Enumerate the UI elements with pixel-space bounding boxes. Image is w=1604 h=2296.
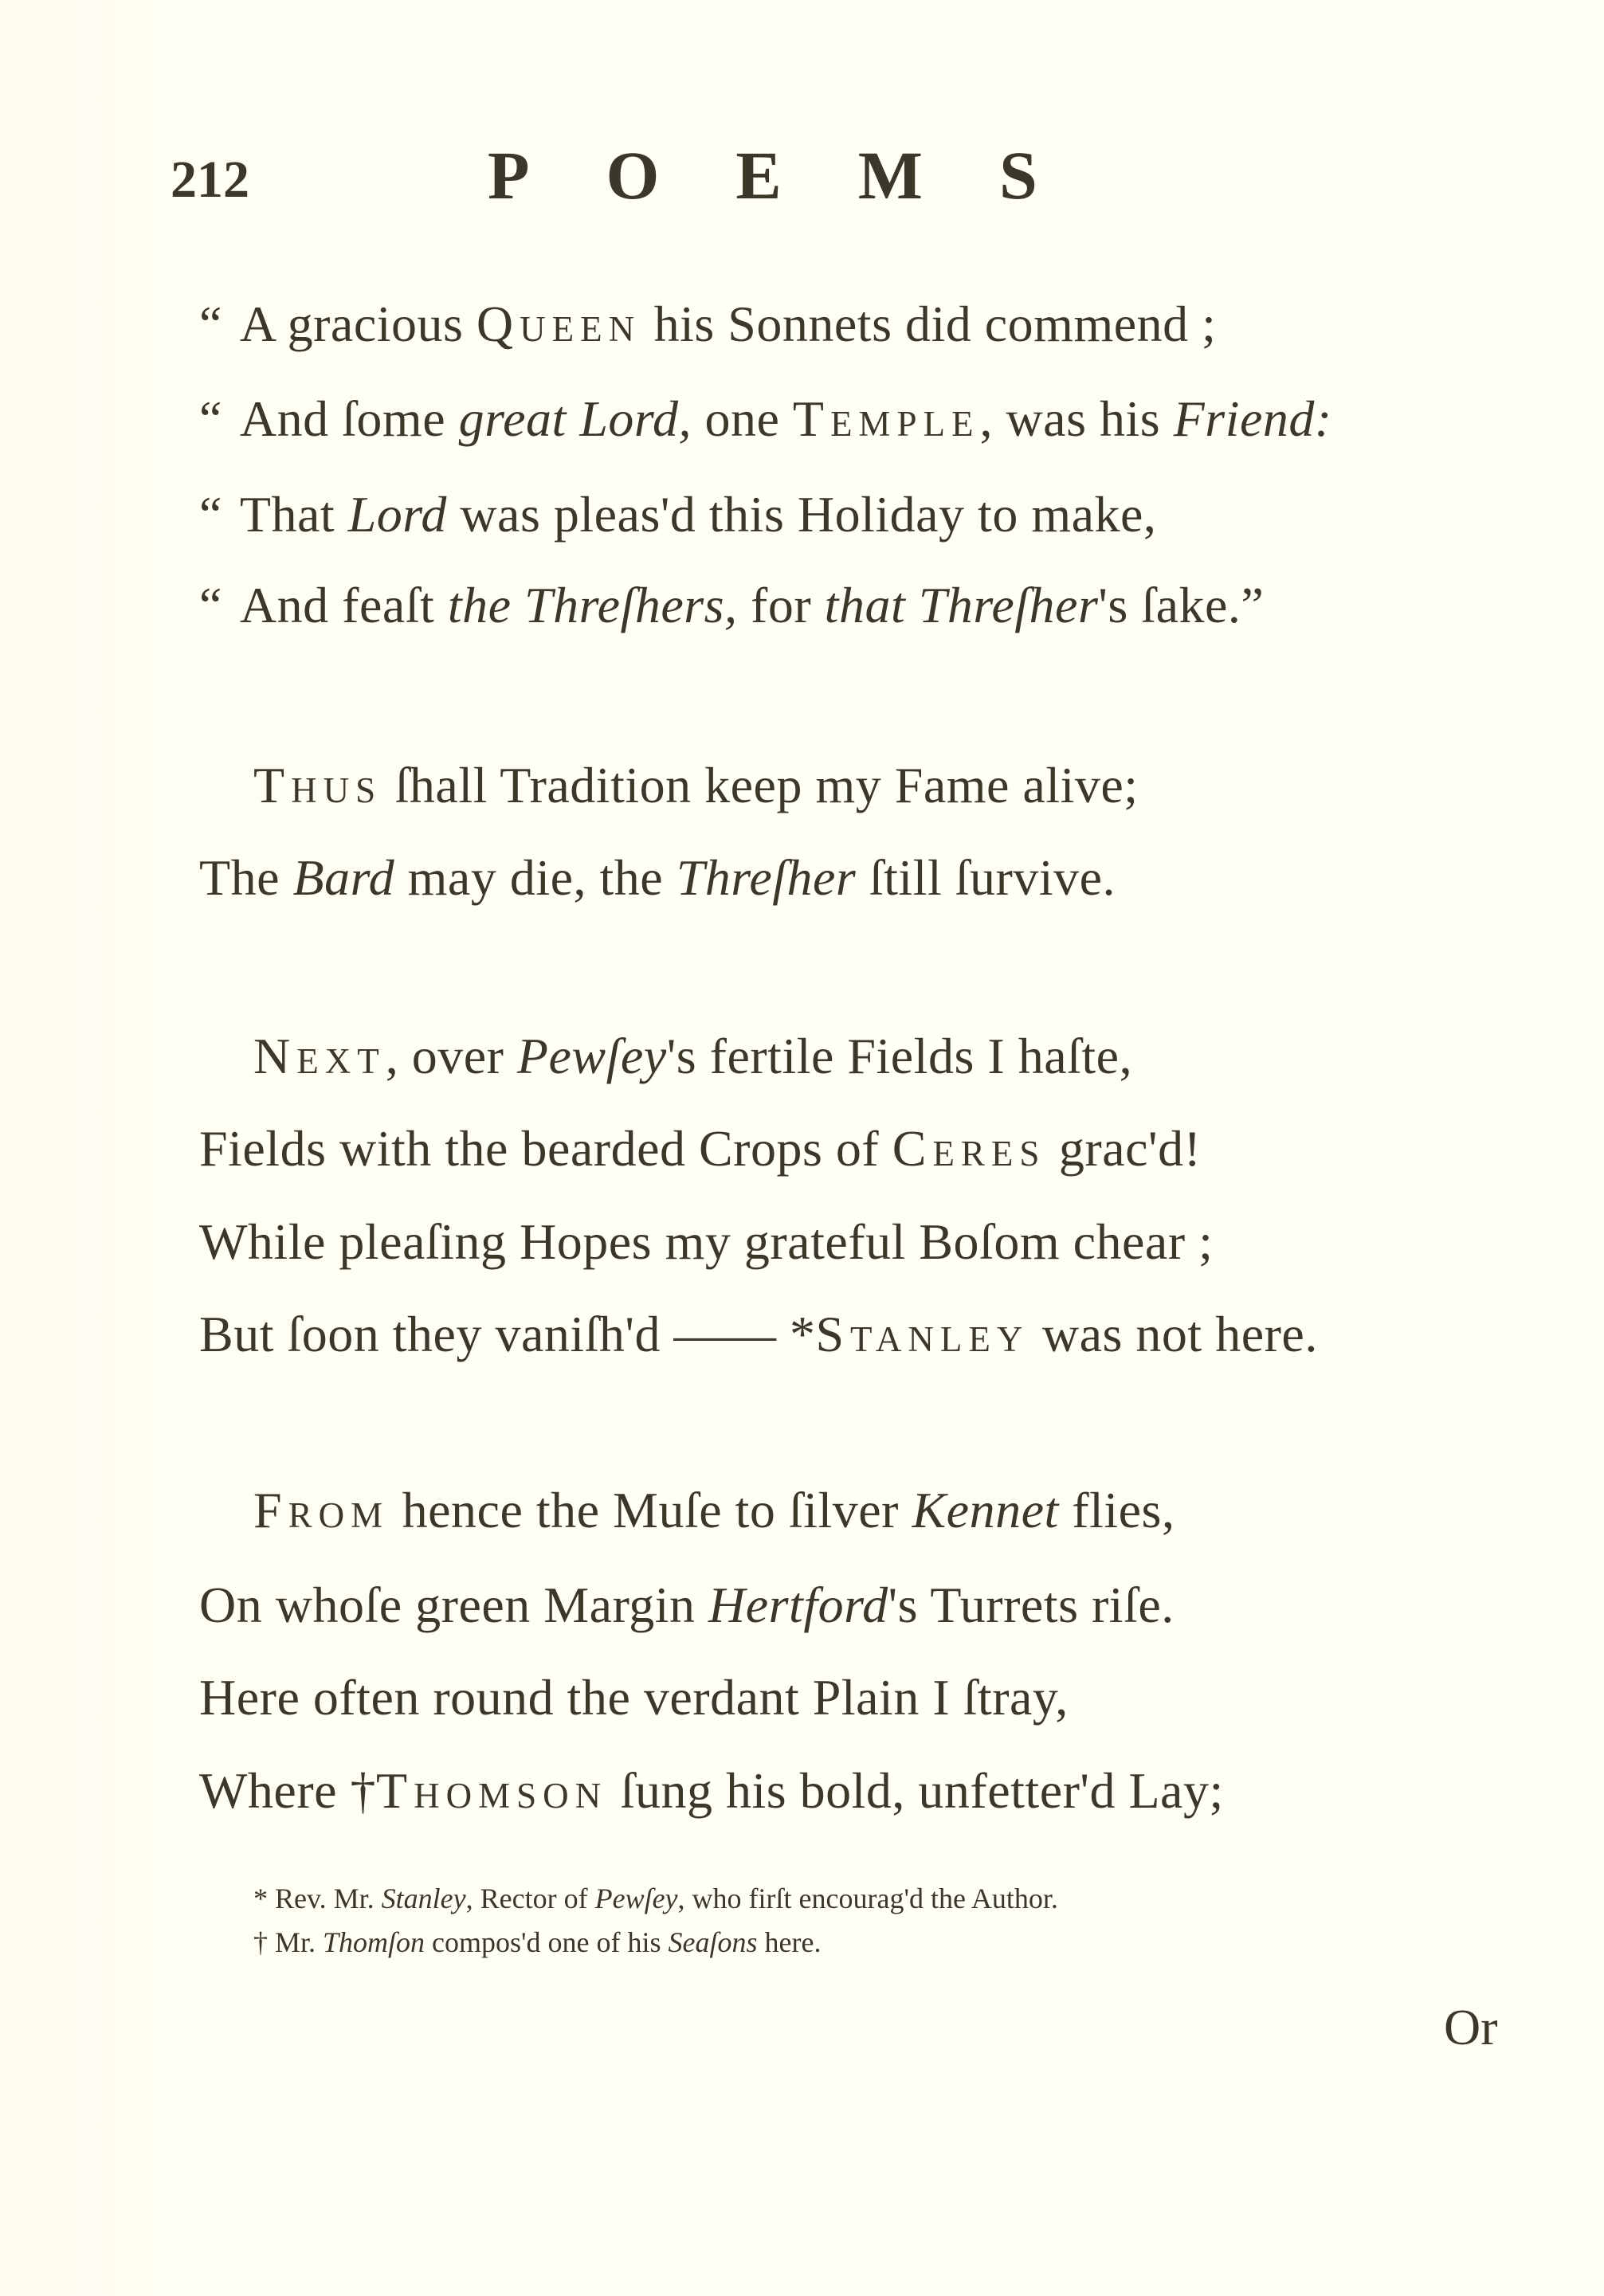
text: ſung his bold, unfetter'd Lay; (607, 1762, 1224, 1819)
verse-line (199, 1119, 1201, 1178)
quote-mark: “ (199, 577, 222, 633)
italic-text: Threſher (676, 849, 857, 906)
text: one (691, 390, 793, 447)
text: ſhall Tradition keep my Fame alive; (382, 757, 1139, 813)
verse-line (253, 1481, 1175, 1540)
text: may die, the (394, 849, 677, 906)
page-number: 212 (171, 151, 249, 209)
small-caps-text: Temple (792, 390, 980, 447)
italic-text: Pewſey (516, 1028, 667, 1084)
italic-text: Bard (292, 849, 395, 906)
italic-text: Pewſey (594, 1883, 678, 1914)
text: Here often round the verdant Plain I ſtray, (199, 1669, 1069, 1726)
verse-line (199, 390, 1332, 449)
text: here. (757, 1926, 822, 1958)
catchword: Or (1444, 1999, 1498, 2055)
small-caps-text: Next (253, 1028, 386, 1084)
text: , who firſt encourag'd the Author. (677, 1883, 1058, 1914)
text: 's ſake.” (1098, 577, 1265, 633)
text: While pleaſing Hopes my grateful Boſom chear ; (199, 1213, 1214, 1270)
text: , Rector of (465, 1883, 595, 1914)
verse-line (199, 576, 1264, 635)
verse-line (199, 295, 1216, 354)
verse-line (199, 485, 1156, 544)
verse-line (199, 1668, 1069, 1727)
verse-line (253, 756, 1139, 815)
text: was not here. (1029, 1306, 1318, 1362)
text: The (199, 849, 293, 906)
quote-mark: “ (199, 390, 222, 447)
text: On whoſe green Margin (199, 1577, 708, 1633)
verse-line (199, 1761, 1224, 1820)
small-caps-text: Thomson (376, 1762, 608, 1819)
small-caps-text: Stanley (815, 1306, 1029, 1362)
italic-text: Stanley (381, 1883, 466, 1914)
text: 's fertile Fields I haſte, (666, 1028, 1133, 1084)
text: * Rev. Mr. (253, 1883, 382, 1914)
italic-text: Seaſons (668, 1926, 758, 1958)
italic-text: great Lord, (458, 390, 692, 447)
italic-text: Thomſon (323, 1926, 426, 1958)
text: hence the Muſe to ſilver (389, 1482, 912, 1538)
text: † Mr. (253, 1926, 324, 1958)
quote-mark: “ (199, 486, 222, 543)
text: grac'd! (1045, 1120, 1202, 1177)
text: That (239, 486, 348, 543)
italic-text: that Threſher (824, 577, 1099, 633)
text: But ſoon they vaniſh'd —— * (199, 1306, 816, 1362)
running-title: POEMS (488, 137, 1114, 214)
italic-text: Hertford (708, 1577, 888, 1633)
text: compos'd one of his (425, 1926, 669, 1958)
small-caps-text: Ceres (892, 1120, 1046, 1177)
text: A gracious (239, 296, 476, 352)
italic-text: Kennet (912, 1482, 1059, 1538)
text: Fields with the bearded Crops of (199, 1120, 892, 1177)
text: Where † (199, 1762, 377, 1819)
text: for (737, 577, 825, 633)
text: ſtill ſurvive. (856, 849, 1116, 906)
text: , was his (979, 390, 1174, 447)
text: his Sonnets did commend ; (641, 296, 1217, 352)
small-caps-text: Queen (476, 296, 641, 352)
text: And feaſt (239, 577, 448, 633)
verse-line (199, 1305, 1318, 1364)
verse-line (199, 848, 1116, 907)
italic-text: the Threſhers, (447, 577, 738, 633)
footnote (253, 1882, 1058, 1915)
text: , over (385, 1028, 517, 1084)
italic-text: Lord (347, 486, 447, 543)
text: 's Turrets riſe. (888, 1577, 1175, 1633)
verse-line (199, 1576, 1175, 1635)
verse-line (199, 1213, 1213, 1271)
text: flies, (1058, 1482, 1175, 1538)
verse-line (253, 1027, 1132, 1086)
text: was pleas'd this Holiday to make, (446, 486, 1157, 543)
italic-text: Friend: (1173, 390, 1332, 447)
text: And ſome (239, 390, 459, 447)
footnote (253, 1926, 821, 1959)
small-caps-text: Thus (253, 757, 382, 813)
quote-mark: “ (199, 296, 222, 352)
small-caps-text: From (253, 1482, 390, 1538)
